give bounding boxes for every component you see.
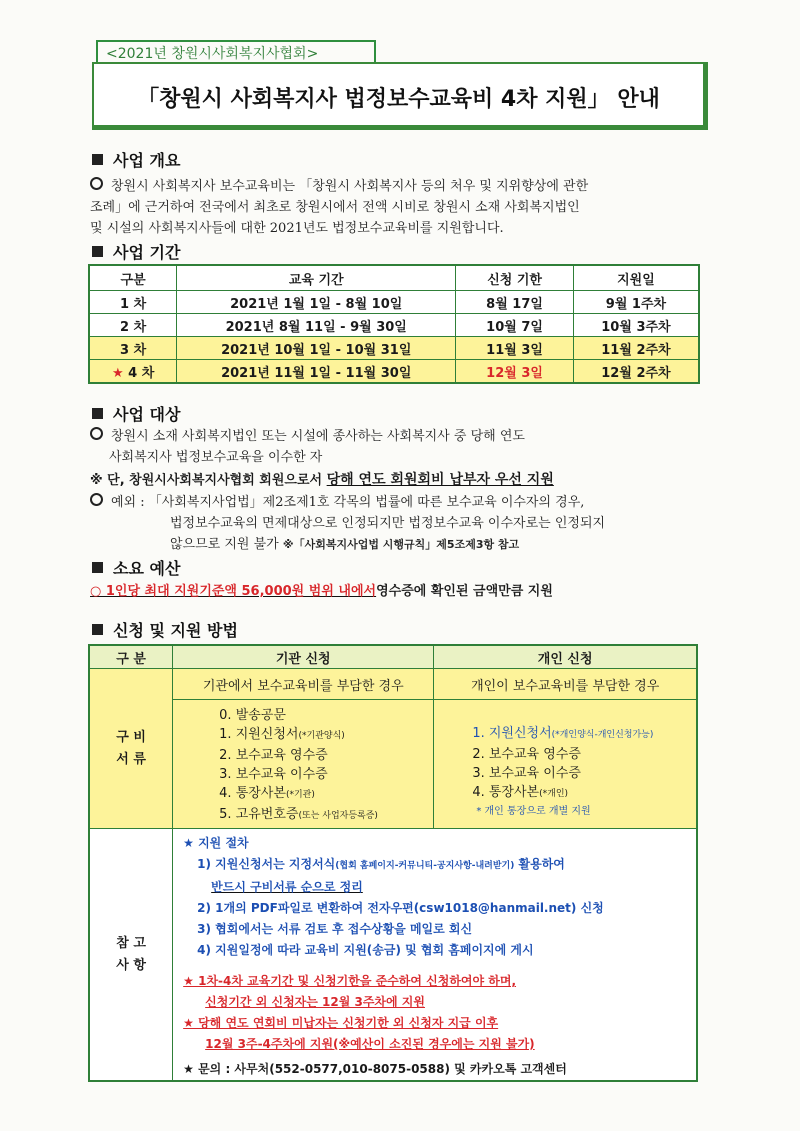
- col-header-support: 지원일: [573, 265, 699, 291]
- list-item: 3. 보수교육 이수증: [219, 767, 328, 782]
- target-text: 창원시 소재 사회복지법인 또는 시설에 종사하는 사회복지사 중 당해 연도 사회복지사 법정보수교육을 이수한 자: [90, 426, 710, 468]
- col-header-deadline: 신청 기한: [456, 265, 574, 291]
- circle-bullet-icon: [90, 427, 103, 440]
- section-target-heading: 사업 대상: [92, 402, 180, 425]
- org-docs-list: [173, 700, 434, 829]
- square-bullet-icon: [92, 624, 103, 635]
- table-row: 3 차 2021년 10월 1일 - 10월 31일 11월 3일 11월 2주차: [89, 337, 699, 360]
- budget-emphasis: ○ 1인당 최대 지원기준액 56,000원 범위 내에서: [90, 584, 377, 599]
- method-header-row: 구 분 기관 신청 개인 신청: [89, 645, 697, 669]
- table-row: 1 차 2021년 1월 1일 - 8월 10일 8월 17일 9월 1주차: [89, 291, 699, 314]
- list-item: 2. 보수교육 영수증: [472, 747, 581, 762]
- method-ref-row: [89, 829, 697, 1082]
- star-icon: ★: [111, 365, 124, 381]
- budget-text: ○ 1인당 최대 지원기준액 56,000원 범위 내에서영수증에 확인된 금액만큼 지원: [90, 584, 553, 599]
- list-item: 3. 보수교육 이수증: [472, 766, 581, 781]
- list-item: 1. 지원신청서(*개인양식-개인신청가능): [472, 726, 654, 741]
- reference-notes: ★ 지원 절차 1) 지원신청서는 지정서식(협회 홈페이지-커뮤니티-공지사항-내려받기) 활용하여 반드시 구비서류 순으로 정리 2) 1개의 PDF파일로 변환하여 전자우편(csw1018@hanmail.net) 신청 3) 협회에서는 서류 검토 후 접수상황을 메일로 회신 4) 지원일정에 따라 교육비 지원(송금) 및 협회 홈페이지에 게시 ★ 1차-4차 교육기간 및 신청기한을 준수하여 신청하여야 하며, 신청기간 외 신청자는 12월 3주차에 지원 ★ 당해 연도 연회비 미납자는 신청기한 외 신청자 지급 이후 12월 3주-4주차에 지원(※예산이 소진된 경우에는 지원 불가) ★ 문의 : 사무처(552-0577,010-8075-0588) 및 카카오톡 고객센터: [173, 829, 697, 1082]
- title-box: [92, 62, 708, 130]
- square-bullet-icon: [92, 408, 103, 419]
- contact-info: ★ 문의 : 사무처(552-0577,010-8075-0588) 및 카카오톡 고객센터: [183, 1062, 567, 1076]
- target-note-emphasis: 당해 연도 회원회비 납부자 우선 지원: [326, 472, 554, 488]
- table-header-row: [89, 265, 699, 291]
- list-item: 4. 통장사본(*개인): [472, 785, 569, 800]
- section-period-heading: 사업 기간: [92, 240, 180, 263]
- page-title: 「창원시 사회복지사 법정보수교육비 4차 지원」 안내: [137, 87, 660, 112]
- list-item: 4. 통장사본(*기관): [219, 786, 315, 801]
- section-overview-heading: 사업 개요: [92, 148, 180, 171]
- overview-text: 창원시 사회복지사 보수교육비는 「창원시 사회복지사 등의 처우 및 지위향상에 관한 조례」에 근거하여 전국에서 최초로 창원시에서 전액 시비로 창원시 소재 사회복지법인 및 시설의 사회복지사들에 대한 2021년도 법정보수교육비를 지원합니다.: [90, 179, 589, 236]
- section-budget-heading: 소요 예산: [92, 556, 180, 579]
- circle-bullet-icon: [90, 493, 103, 506]
- highlight-deadline: 12월 3일: [456, 360, 574, 384]
- ind-docs-list: [434, 700, 697, 829]
- table-row: 2 차 2021년 8월 11일 - 9월 30일 10월 7일 10월 3주차: [89, 314, 699, 337]
- list-item: 1. 지원신청서(*기관양식): [219, 727, 345, 742]
- target-note: ※ 단, 창원시사회복지사협회 회원으로서 당해 연도 회원회비 납부자 우선 지원: [90, 472, 554, 488]
- method-table: [88, 644, 698, 1082]
- col-header-edu: 교육 기간: [177, 265, 456, 291]
- list-item: 0. 발송공문: [219, 708, 286, 723]
- method-docs-row: [89, 700, 697, 829]
- square-bullet-icon: [92, 246, 103, 257]
- method-desc-row: 구 비 서 류 기관에서 보수교육비를 부담한 경우 개인이 보수교육비를 부담한 경우: [89, 669, 697, 700]
- list-item: 5. 고유번호증(또는 사업자등록증): [219, 807, 378, 822]
- period-table: [88, 264, 700, 384]
- list-item: * 개인 통장으로 개별 지원: [476, 806, 591, 817]
- square-bullet-icon: [92, 562, 103, 573]
- col-header-round: 구분: [89, 265, 177, 291]
- docs-label: 구 비 서 류: [89, 669, 173, 829]
- organization-tag: <2021년 창원시사회복지사협회>: [96, 40, 376, 64]
- ref-label: 참 고 사 항: [89, 829, 173, 1082]
- square-bullet-icon: [92, 154, 103, 165]
- table-row-highlight: ★ 4 차 2021년 11월 1일 - 11월 30일 12월 3일 12월 2주차: [89, 360, 699, 384]
- list-item: 2. 보수교육 영수증: [219, 748, 328, 763]
- target-exception: 예외 : 「사회복지사업법」제2조제1호 각목의 법률에 따른 보수교육 이수자의 경우, 법정보수교육의 면제대상으로 인정되지만 법정보수교육 이수자로는 인정되지 않으므로 지원 불가 ※「사회복지사업법 시행규칙」제5조제3항 참고: [90, 492, 710, 555]
- section-method-heading: 신청 및 지원 방법: [92, 618, 238, 641]
- circle-bullet-icon: [90, 177, 103, 190]
